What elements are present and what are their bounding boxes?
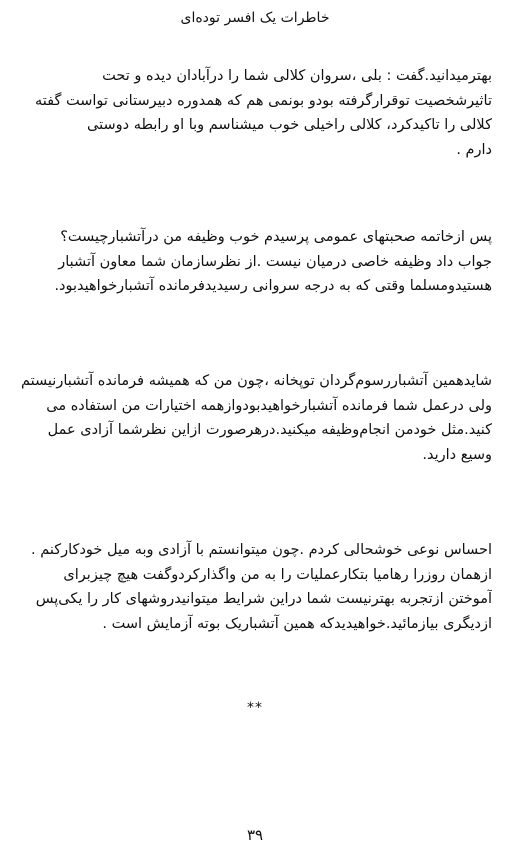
text-line: تاثیرشخصیت توقرارگرفته بودو بونمی هم که همدوره دبیرستانی تواست گفته [34,92,492,109]
text-line: ولی درعمل شما فرمانده آتشبارخواهیدبودوازهمه اختیارات من استفاده می [46,397,492,414]
section-separator: ** [247,700,263,716]
text-line: ازدیگری بیازمائید.خواهیدیدکه همین آتشباریک بوته آزمایش است . [102,615,492,632]
paragraph [18,369,492,467]
paragraph [18,64,492,162]
text-line: کنید.مثل خودمن انجام‌وظیفه میکنید.درهرصورت ازاین نظرشما آزادی عمل [47,422,492,438]
text-line: شایدهمین آتشباررسوم‌گردان توپخانه ،چون من که همیشه فرمانده آتشبارنیستم [20,373,492,389]
paragraph [18,538,492,636]
text-line: بهترمیدانید.گفت : بلی ،سروان کلالی شما را درآبادان دیده و تحت [102,68,492,84]
paragraph [18,225,492,299]
page-number: ۳۹ [246,826,264,844]
text-line: آموختن ازتجربه بهترنیست شما دراین شرایط میتوانیدروشهای کار را یکی‌پس [35,591,492,607]
running-head: خاطرات یک افسر توده‌ای [180,10,330,26]
text-line: دارم . [456,141,492,158]
text-line: هستیدومسلما وقتی که به درجه سروانی رسیدیدفرمانده آتشبارخواهیدبود. [54,278,492,294]
text-line: کلالی را تاکیدکرد، کلالی راخیلی خوب میشناسم وبا او رابطه دوستی [87,117,492,133]
text-line: وسیع دارید. [422,446,492,463]
text-line: احساس نوعی خوشحالی کردم .چون میتوانستم با آزادی وبه میل خودکارکنم . [30,542,492,558]
text-line: ازهمان روزرا رهامیا بتکارعملیات را به من واگذارکردوگفت هیچ چیزبرای [63,566,492,583]
text-line: جواب داد وظیفه خاصی درمیان نیست .از نظرسازمان شما معاون آتشبار [58,253,492,270]
text-line: پس ازخاتمه صحبتهای عمومی پرسیدم خوب وظیفه من درآتشبارچیست؟ [60,229,492,245]
